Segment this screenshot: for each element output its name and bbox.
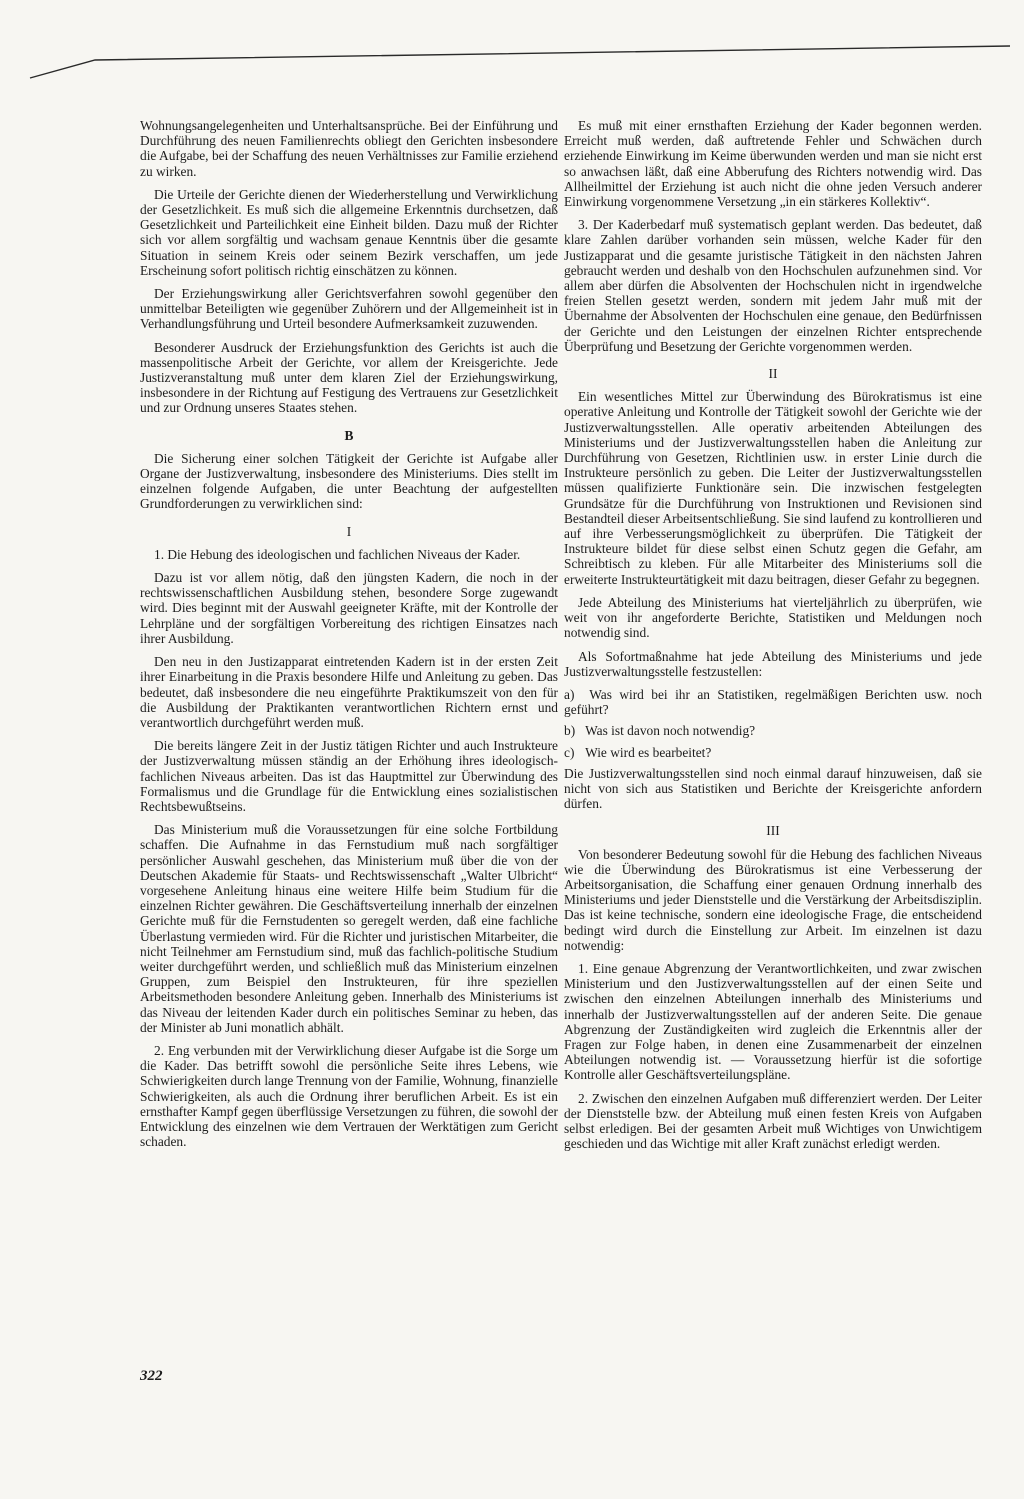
list-label: a) [564, 686, 575, 702]
paragraph: Besonderer Ausdruck der Erziehungsfunktion des Gerichts ist auch die massenpolitische Arbeit der Gerichte, vor allem der Kreisgerichte. Jede Justizveranstaltung muß unter dem klaren Ziel der Erziehungswirkung, insbesondere in der Richtung auf Festigung des Vertrauens zur Gesetzlichkeit und zur Ordnung unseres Staates stehen. [140, 339, 558, 416]
paragraph: 1. Die Hebung des ideologischen und fachlichen Niveaus der Kader. [154, 546, 521, 562]
page-number: 322 [140, 1368, 163, 1384]
paragraph: Dazu ist vor allem nötig, daß den jüngsten Kadern, die noch in der rechtswissenschaftlichen Ausbildung stehen, besondere Sorge zugewandt wird. Dies beginnt mit der Auswahl geeigneter Kräfte, mit der Kontrolle der Lehrpläne und der sorgfältigen Vorbereitung des richtigen Einsatzes nach ihrer Ausbildung. [140, 570, 558, 646]
list-text: Was wird bei ihr an Statistiken, regelmäßigen Berichten usw. noch geführt? [564, 686, 982, 718]
paragraph: 2. Zwischen den einzelnen Aufgaben muß differenziert werden. Der Leiter der Dienststelle bzw. der Abteilung muß einen festen Kreis von Aufgaben selbst erledigen. Bei der gesamten Arbeit muß Wichtiges von Unwichtigem geschieden und das Wichtige mit aller Kraft zunächst erledigt werden. [564, 1090, 982, 1152]
paragraph: Von besonderer Bedeutung sowohl für die Hebung des fachlichen Niveaus wie die Überwindung des Bürokratismus ist eine Verbesserung der Arbeitsorganisation, die Schaffung einer genauen Ordnung innerhalb des Ministeriums und jeder Dienststelle und die Verstärkung der Arbeitsdisziplin. Das ist keine technische, sondern eine ideologische Frage, die entscheidend bedingt wird durch die Einstellung zur Arbeit. Im einzelnen ist dazu notwendig: [564, 846, 982, 953]
top-border-line [0, 0, 1024, 90]
list-label: b) [564, 723, 576, 739]
section-heading-b: B [344, 427, 354, 443]
paragraph: Die Justizverwaltungsstellen sind noch einmal darauf hinzuweisen, daß sie nicht von sich aus Statistiken und Berichte der Kreisgerichte anfordern dürfen. [564, 765, 982, 812]
list-text: Was ist davon noch notwendig? [585, 723, 756, 739]
list-item [564, 687, 982, 717]
paragraph: Der Erziehungswirkung aller Gerichtsverfahren sowohl gegenüber den unmittelbar Beteiligten wie gegenüber Zuhörern und der Allgemeinheit ist in Verhandlungsführung und Urteil besondere Aufmerksamkeit zuzuwenden. [140, 286, 558, 332]
list-text: Wie wird es bearbeitet? [585, 744, 712, 760]
paragraph: Ein wesentliches Mittel zur Überwindung des Bürokratismus ist eine operative Anleitung und Kontrolle der Tätigkeit sowohl der Gerichte wie der Justizverwaltungsstellen. Alle operativ arbeitenden Abteilungen des Ministeriums und der Justizverwaltungsstellen haben die Anleitung zur Durchführung von Gesetzen, Richtlinien usw. in erster Linie durch die Instrukteure persönlich zu geben. Die Leiter der Justizverwaltungsstellen müssen qualifizierte Funktionäre sein. Die inzwischen festgelegten Grundsätze für die Durchführung von Instruktionen und Revisionen sind Bestandteil dieser Arbeitsentschließung. Sie sind laufend zu kontrollieren und auf ihre Verbesserungsmöglichkeit zu überprüfen. Die Tätigkeit der Instrukteure bildet für diese selbst einen Schutz gegen die Gefahr, am Schreibtisch zu kleben. Für alle Mitarbeiter des Ministeriums soll die erweiterte Instrukteurtätigkeit mit dazu beitragen, dieser Gefahr zu begegnen. [564, 389, 982, 587]
paragraph: Wohnungsangelegenheiten und Unterhaltsansprüche. Bei der Einführung und Durchführung des neuen Familienrechts obliegt den Gerichten insbesondere die Aufgabe, bei der Schaffung des neuen Verhältnisses zur Familie erziehend zu wirken. [140, 118, 558, 179]
section-heading-i: I [346, 523, 352, 539]
section-heading-ii: II [768, 366, 778, 382]
paragraph: Als Sofortmaßnahme hat jede Abteilung des Ministeriums und jede Justizverwaltungsstelle festzustellen: [564, 648, 982, 679]
list-item [564, 745, 982, 760]
list-item [564, 723, 982, 738]
section-heading-iii: III [766, 823, 780, 839]
paragraph: Die Sicherung einer solchen Tätigkeit der Gerichte ist Aufgabe aller Organe der Justizverwaltung, insbesondere des Ministeriums. Dies stellt im einzelnen folgende Aufgaben, die unter Beachtung der aufgestellten Grundforderungen zu verwirklichen sind: [140, 450, 558, 512]
paragraph: Den neu in den Justizapparat eintretenden Kadern ist in der ersten Zeit ihrer Einarbeitung in die Praxis besondere Hilfe und Anleitung zu geben. Das bedeutet, daß insbesondere die neu eingeführte Praktikumszeit von den für die Ausbildung der Praktikanten verantwortlichen Richtern ernst und verantwortlich durchgeführt werden muß. [140, 654, 558, 730]
paragraph: Die Urteile der Gerichte dienen der Wiederherstellung und Verwirklichung der Gesetzlichkeit. Es muß sich die allgemeine Erkenntnis durchsetzen, daß Gesetzlichkeit und Parteilichkeit eine Einheit bilden. Dazu muß der Richter sich vor allem sorgfältig und wachsam genaue Kenntnis über die gesamte Situation in seinem Kreis oder seinem Bezirk verschaffen, um jede Erscheinung sofort politisch richtig einschätzen zu können. [140, 186, 558, 278]
paragraph: Das Ministerium muß die Voraussetzungen für eine solche Fortbildung schaffen. Die Aufnahme in das Fernstudium muß nach sorgfältiger persönlicher Auswahl geschehen, das Ministerium muß über die von der Deutschen Akademie für Staats- und Rechtswissenschaft „Walter Ulbricht“ vorgesehene Anleitung hinaus eine weitere Hilfe beim Studium für die einzelnen Richter gewähren. Die Geschäftsverteilung innerhalb der einzelnen Gerichte muß für die Fernstudenten so geregelt werden, daß eine fachliche Überlastung vermieden wird. Für die Richter und juristischen Mitarbeiter, die nicht Teilnehmer am Fernstudium sind, muß das fachlich-politische Studium weiter durchgeführt werden, und schließlich muß das Ministerium einzelnen Gruppen, zum Beispiel den Instrukteuren, für ihre speziellen Arbeitsmethoden besondere Anleitung geben. Innerhalb des Ministeriums ist das Niveau der leitenden Kader durch ein politisches Seminar zu heben, das der Minister ab Juni monatlich abhält. [140, 822, 558, 1035]
left-column [140, 118, 558, 1157]
paragraph: 3. Der Kaderbedarf muß systematisch geplant werden. Das bedeutet, daß klare Zahlen darüber vorhanden sein müssen, welche Kader für den Justizapparat und die gesamte juristische Tätigkeit in den nächsten Jahren gebraucht werden und deshalb von den Hochschulen aufzunehmen sind. Vor allem aber dürfen die Absolventen der Hochschulen nicht in irgendwelche freien Stellen gesetzt werden, sondern mit jedem Jahr muß mit der Übernahme der Absolventen der Hochschulen eine genaue, den Bedürfnissen der Gerichte und den Leistungen der einzelnen Richter entsprechende Überprüfung und Besetzung der Gerichte vorgenommen werden. [564, 217, 982, 354]
list-label: c) [564, 744, 575, 760]
paragraph: Es muß mit einer ernsthaften Erziehung der Kader begonnen werden. Erreicht muß werden, daß auftretende Fehler und Schwächen durch erziehende Einwirkung im Keime überwunden werden und man sie nicht erst so anwachsen läßt, daß eine Abberufung des Richters notwendig wird. Das Allheilmittel der Erziehung ist auch nicht die ohne jeden Versuch anderer Einwirkung vorgenommene Versetzung „in ein stärkeres Kollektiv“. [564, 118, 982, 210]
paragraph: 2. Eng verbunden mit der Verwirklichung dieser Aufgabe ist die Sorge um die Kader. Das betrifft sowohl die persönliche Seite ihres Lebens, wie Schwierigkeiten durch lange Trennung von der Familie, Wohnung, finanzielle Schwierigkeiten, als auch die Ordnung ihrer beruflichen Arbeit. Es ist ein ernsthafter Kampf gegen überflüssige Versetzungen zu führen, die sowohl der Entwicklung des einzelnen wie dem Vertrauen der Werktätigen zum Gericht schaden. [140, 1042, 558, 1150]
paragraph: 1. Eine genaue Abgrenzung der Verantwortlichkeiten, und zwar zwischen Ministerium und den Justizverwaltungsstellen auf der einen Seite und zwischen den einzelnen Abteilungen innerhalb des Ministeriums und innerhalb der Justizverwaltungsstellen auf der anderen Seite. Die genaue Abgrenzung der Zuständigkeiten wird zugleich die Erkenntnis aller der Fragen zur Folge haben, in denen eine Zusammenarbeit der einzelnen Abteilungen notwendig ist. — Voraussetzung hierfür ist die sofortige Kontrolle aller Geschäftsverteilungspläne. [564, 960, 982, 1083]
paragraph: Die bereits längere Zeit in der Justiz tätigen Richter und auch Instrukteure der Justizverwaltung müssen ständig an der Erhöhung ihres ideologisch-fachlichen Niveaus arbeiten. Das ist das Hauptmittel zur Überwindung des Formalismus und die Grundlage für die Entwicklung eines sozialistischen Rechtsbewußtseins. [140, 738, 558, 814]
paragraph: Jede Abteilung des Ministeriums hat vierteljährlich zu überprüfen, wie weit von ihr angeforderte Berichte, Statistiken und Meldungen noch notwendig sind. [564, 594, 982, 641]
right-column [564, 118, 982, 1159]
